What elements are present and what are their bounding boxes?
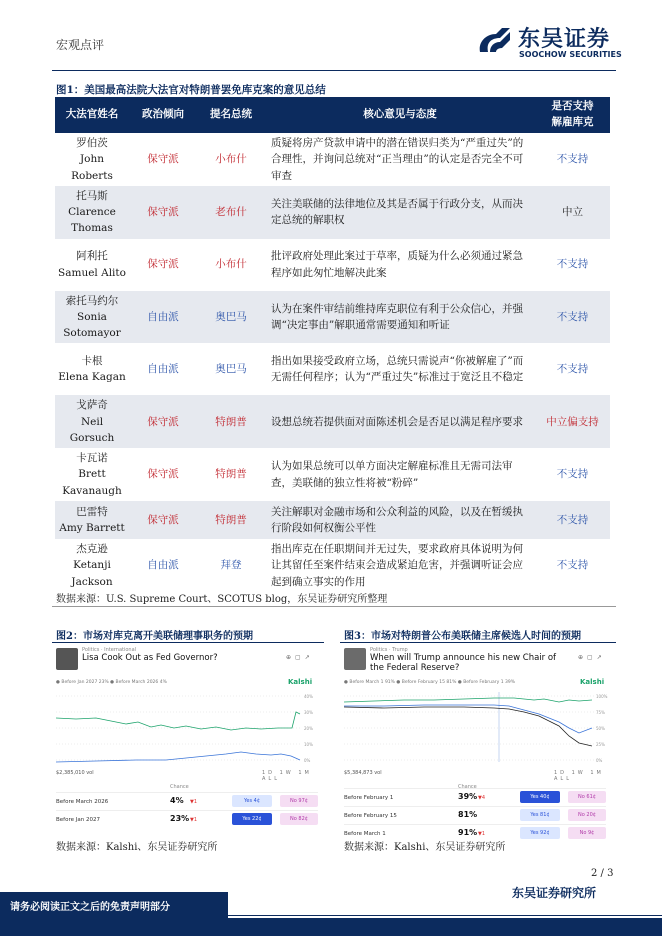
chart-legend: ● Before Jan 2027 23% ● Before March 2026 4% [56,680,167,685]
logo-text-cn: 东吴证券 [518,27,611,52]
political-lean: 保守派 [129,501,197,539]
buy-yes-button[interactable]: Yes 92¢ [520,827,560,839]
header-rule [52,70,616,71]
support-dismissal: 不支持 [556,468,589,481]
series-before-jan-2027 [56,712,300,730]
core-view: 指出如果接受政府立场，总统只需说声“你被解雇了”而无需任何程序；认为“严重过失”标准过于宽泛且不稳定 [271,355,524,384]
justice-name-cn: 巴雷特 [76,505,108,518]
support-dismissal: 不支持 [535,501,610,539]
gridlines [56,696,302,760]
page-number: 2 / 3 [591,868,614,879]
support-dismissal: 不支持 [556,153,589,166]
buy-no-button[interactable]: No 97¢ [280,795,318,807]
justice-name-en: Neil Gorsuch [69,415,115,444]
figure1-bottom-rule [52,606,616,607]
nominating-president: 拜登 [220,559,242,572]
table-row [55,343,610,395]
justice-name [55,343,129,395]
disclaimer-bar [0,892,228,918]
political-lean: 自由派 [147,559,179,572]
justice-name-en: Brett Kavanaugh [62,468,122,497]
buy-yes-button[interactable]: Yes 4¢ [232,795,272,807]
nominating-president: 特朗普 [197,501,265,539]
nominating-president: 小布什 [215,153,247,166]
justice-name [55,539,129,592]
buy-yes-button[interactable]: Yes 81¢ [520,809,560,821]
political-lean: 保守派 [147,468,179,481]
outcome-label: Before February 1 [344,795,394,801]
y-tick-75: 75% [596,710,605,715]
nominating-president: 小布什 [215,258,247,271]
row-divider [344,824,606,825]
buy-no-button[interactable]: No 20¢ [568,809,606,821]
support-dismissal: 不支持 [535,291,610,344]
core-view: 批评政府处理此案过于草率，质疑为什么必须通过紧急程序如此匆忙地解决此案 [271,250,523,279]
core-view: 认为如果总统可以单方面决定解雇标准且无需司法审查，美联储的独立性将被“粉碎” [271,460,513,489]
justice-name [55,133,129,186]
outcome-change: ▼4 [478,795,486,801]
support-dismissal: 不支持 [556,363,589,376]
figure1-title: 图1：美国最高法院大法官对特朗普罢免库克案的意见总结 [56,84,326,96]
outcome-change: ▼1 [190,817,198,823]
table-row [55,395,610,448]
justice-name-cn: 卡瓦诺 [76,452,108,465]
table-row [55,133,610,186]
justice-name [55,448,129,501]
outcome-chance: 23% [170,814,190,823]
market-question: Lisa Cook Out as Fed Governor? [82,653,218,663]
chance-header: Chance [170,784,189,790]
col-header-name: 大法官姓名 [55,97,129,133]
political-lean: 自由派 [147,363,179,376]
y-tick-30: 30% [304,710,313,715]
core-view: 认为在案件审结前维持库克职位有利于公众信心，并强调“决定事由”解职通常需要通知和听证 [265,291,535,344]
footer-band [0,918,662,936]
series-before-march-1 [344,698,592,702]
disclaimer-text: 请务必阅读正文之后的免责声明部分 [10,902,170,913]
y-tick-10: 10% [304,742,313,747]
outcome-row [344,790,606,806]
figure2-title: 图2：市场对库克离开美联储理事职务的预期 [56,631,253,642]
col-header-president: 提名总统 [197,97,265,133]
footer-org: 东吴证券研究所 [512,886,597,900]
buy-yes-button[interactable]: Yes 22¢ [232,813,272,825]
y-tick-100: 100% [596,694,608,699]
justice-name-en: Samuel Alito [58,266,126,279]
lisa-cook-photo [56,648,78,670]
table-row [55,501,610,539]
market-category: Politics · International [82,647,137,653]
outcome-label: Before Jan 2027 [56,817,100,823]
support-dismissal: 不支持 [556,559,589,572]
market-category: Politics · Trump [370,647,408,653]
justice-name-cn: 杰克逊 [76,542,108,555]
logo-text-en: SOOCHOW SECURITIES [519,50,622,59]
core-view: 指出库克在任职期间并无过失，要求政府具体说明为何让其留任至案件结束会造成紧迫危害，并强调听证会应起到确立事实的作用 [271,542,523,588]
chart-legend: ● Before March 1 91% ● Before February 15 81% ● Before February 1 39% [344,680,515,685]
table-row [55,539,610,592]
row-divider [56,810,318,811]
justice-name-en: Elena Kagan [58,371,126,384]
justice-name [55,239,129,291]
y-tick-40: 40% [304,694,313,699]
y-tick-0: 0% [304,758,311,763]
outcome-label: Before March 1 [344,831,386,837]
table-row [55,186,610,239]
support-dismissal: 中立偏支持 [535,395,610,448]
footer-rule [228,915,662,916]
outcome-chance: 39% [458,792,478,801]
table-row [55,239,610,291]
table-row [55,291,610,344]
soochow-logo-mark-icon [476,24,514,56]
buy-no-button[interactable]: No 82¢ [280,813,318,825]
row-divider [56,792,318,793]
y-tick-50: 50% [596,726,605,731]
series-before-february-1 [344,707,592,746]
volume-text: $5,384,873 vol [344,770,382,776]
justice-name [55,501,129,539]
outcome-change: ▼1 [190,799,198,805]
share-icon-group: ⊕▢↗ [286,654,314,661]
nominating-president: 特朗普 [197,395,265,448]
outcome-label: Before March 2026 [56,799,109,805]
nominating-president: 老布什 [197,186,265,239]
figure3-source: 数据来源：Kalshi、东吴证券研究所 [344,842,506,853]
y-tick-25: 25% [596,742,605,747]
figure3-title-rule [340,642,616,643]
section-label: 宏观点评 [56,38,105,52]
row-divider [344,806,606,807]
nominating-president: 奥巴马 [215,363,247,376]
core-view: 关注解职对金融市场和公众利益的风险，以及在暂缓执行阶段如何权衡公平性 [265,501,535,539]
political-lean: 保守派 [129,186,197,239]
core-view: 质疑将房产贷款申请中的潜在错误归类为“严重过失”的合理性，并询问总统对“正当理由”的认定是否完全不可审查 [271,137,524,182]
figure2-source: 数据来源：Kalshi、东吴证券研究所 [56,842,218,853]
outcome-row [344,808,606,824]
table-row [55,448,610,501]
outcome-row [56,794,318,810]
figure3-title: 图3：市场对特朗普公布美联储主席候选人时间的预期 [344,631,581,642]
zoom-controls[interactable]: 1D 1W 1M ALL [262,770,312,782]
row-divider [344,788,606,789]
political-lean: 保守派 [147,153,179,166]
buy-no-button[interactable]: No 9¢ [568,827,606,839]
y-tick-20: 20% [304,726,313,731]
justice-name-cn: 索托马约尔 [65,294,119,307]
market-question: When will Trump announce his new Chair of the Federal Reserve? [370,653,557,673]
justices-table [55,97,610,592]
support-dismissal: 不支持 [556,258,589,271]
political-lean: 保守派 [129,395,197,448]
support-dismissal: 中立 [535,186,610,239]
justice-name-en: John Roberts [71,153,113,182]
nominating-president: 特朗普 [215,468,247,481]
share-icon-group: ⊕▢↗ [578,654,606,661]
buy-no-button[interactable]: No 61¢ [568,791,606,803]
core-view: 设想总统若提供面对面陈述机会是否足以满足程序要求 [265,395,535,448]
justice-name-cn: 阿利托 [76,250,108,263]
y-tick-0: 0% [596,758,603,763]
core-view: 关注美联储的法律地位及其是否属于行政分支，从而决定总统的解职权 [265,186,535,239]
justice-name [55,186,129,239]
series-before-february-15 [344,705,592,733]
justice-name-en: Clarence Thomas [68,206,116,235]
outcome-chance: 91% [458,828,478,837]
figure3-kalshi-screenshot [340,644,616,837]
figure2-kalshi-screenshot [52,644,324,834]
outcome-chance: 4% [170,796,184,805]
political-lean: 保守派 [147,258,179,271]
political-lean: 自由派 [129,291,197,344]
series-before-march-2026 [56,752,300,762]
table-header-row [55,97,610,133]
soochow-logo [476,22,622,62]
outcome-row [56,812,318,828]
justice-name-cn: 卡根 [81,355,103,368]
justice-name-cn: 戈萨奇 [76,399,108,412]
kalshi-brand: Kalshi [580,678,605,686]
justice-name-cn: 罗伯茨 [76,137,108,149]
justice-name [55,291,129,344]
figure1-source: 数据来源：U.S. Supreme Court、SCOTUS blog，东吴证券研究所整理 [56,594,388,605]
col-header-support: 是否支持 解雇库克 [535,97,610,133]
outcome-chance: 81% [458,810,478,819]
chance-header: Chance [458,784,477,790]
trump-photo [344,648,366,670]
col-header-view: 核心意见与态度 [265,97,535,133]
zoom-controls[interactable]: 1D 1W 1M ALL [554,770,604,782]
outcome-label: Before February 15 [344,813,397,819]
col-header-lean: 政治倾向 [129,97,197,133]
nominating-president: 奥巴马 [197,291,265,344]
gridlines [344,696,594,760]
justice-name-en: Sonia Sotomayor [63,310,121,340]
figure2-title-rule [52,642,324,643]
justice-name [55,395,129,448]
outcome-change: ▼1 [478,831,486,837]
kalshi-brand: Kalshi [288,678,313,686]
justice-name-en: Ketanji Jackson [71,559,113,588]
figure2-line-chart [56,688,322,766]
volume-text: $2,385,010 vol [56,770,94,776]
figure3-line-chart [344,688,614,766]
justice-name-cn: 托马斯 [76,189,108,202]
justice-name-en: Amy Barrett [59,521,125,534]
buy-yes-button[interactable]: Yes 40¢ [520,791,560,803]
